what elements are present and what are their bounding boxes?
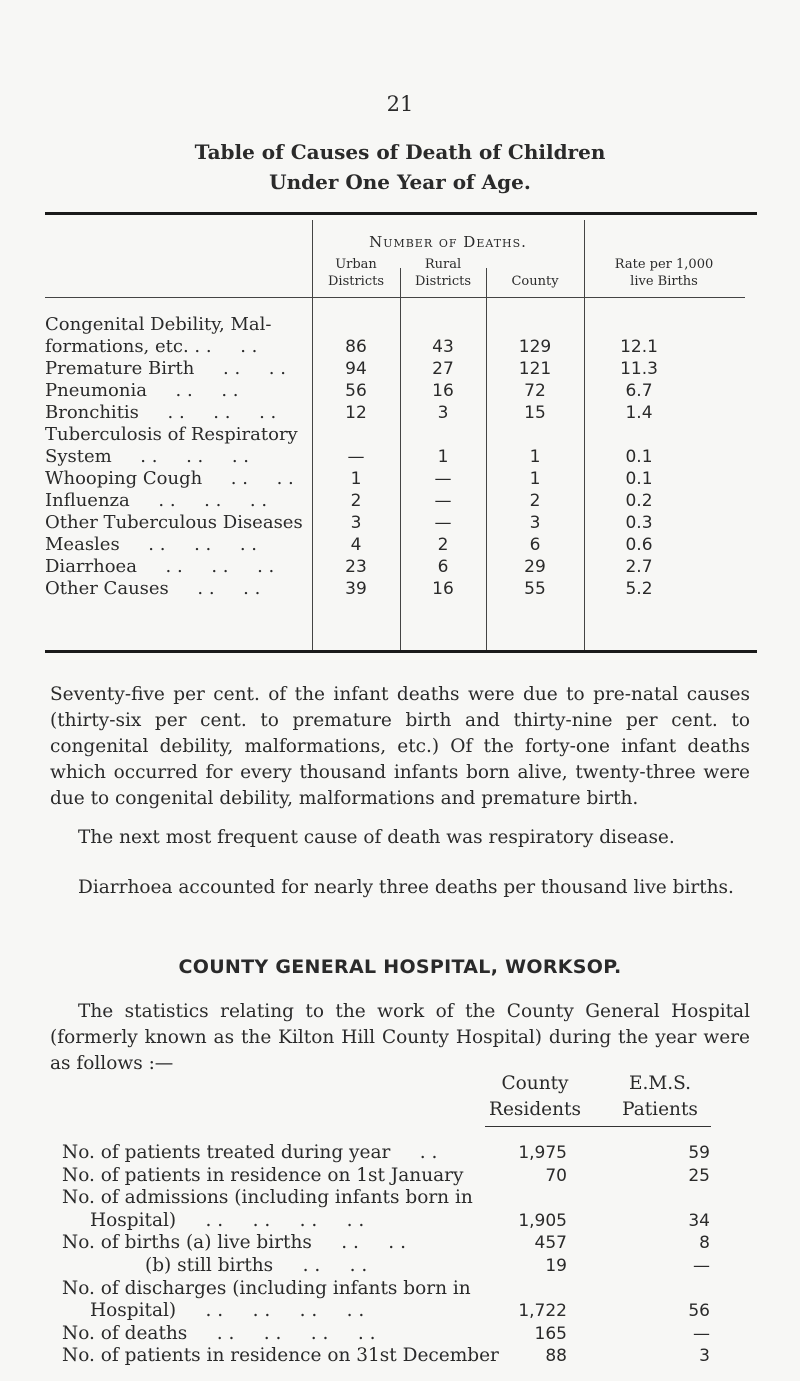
ems-patients-value: 3 (699, 1346, 710, 1367)
rural-value: — (434, 513, 452, 533)
county-residents-value: 1,905 (518, 1210, 567, 1231)
urban-value: 12 (345, 403, 367, 423)
rural-value: 3 (437, 403, 449, 423)
county-residents-value: 1,975 (518, 1143, 567, 1163)
statistic-label: No. of admissions (including infants born in (62, 1187, 473, 1209)
county-value: 129 (518, 337, 552, 357)
ems-patients-value: — (693, 1256, 710, 1276)
cause-label: Measles . . . . . . (45, 534, 258, 555)
table2-header-rule (485, 1126, 711, 1127)
rural-value: — (434, 491, 452, 511)
paragraph-hospital-statistics: The statistics relating to the work of the County General Hospital (formerly known as the Kilton Hill County Hospital) during the year were as follows :— (50, 1001, 750, 1074)
cause-label: Other Tuberculous Diseases (45, 512, 303, 533)
number-of-deaths-header: Number of Deaths. (369, 233, 527, 251)
cause-label: System . . . . . . (45, 446, 250, 467)
county-value: 1 (529, 469, 541, 489)
ems-patients-value: 59 (688, 1143, 710, 1163)
rate-value: 2.7 (625, 557, 653, 577)
hospital-section-heading: COUNTY GENERAL HOSPITAL, WORKSOP. (178, 956, 622, 978)
rural-value: 16 (432, 381, 454, 401)
cause-label: Diarrhoea . . . . . . (45, 556, 275, 577)
statistic-label: (b) still births . . . . (145, 1255, 368, 1276)
statistic-label: No. of patients in residence on 1st January (62, 1164, 464, 1186)
urban-districts-header: Urban Districts (327, 257, 385, 289)
statistic-label: Hospital) . . . . . . . . (90, 1209, 365, 1231)
statistic-label: No. of patients in residence on 31st December (62, 1345, 499, 1367)
ems-patients-value: 25 (688, 1165, 710, 1186)
cause-label: formations, etc. . . . . (45, 336, 258, 357)
cause-label: Premature Birth . . . . (45, 358, 286, 379)
urban-value: 56 (345, 381, 367, 401)
rural-value: 43 (432, 337, 454, 357)
page-number: 21 (386, 92, 414, 116)
county-value: 15 (524, 403, 546, 423)
rate-value: 5.2 (625, 579, 653, 599)
table-title-line-2: Under One Year of Age. (269, 170, 531, 194)
urban-value: 4 (350, 535, 362, 555)
statistic-label: No. of patients treated during year . . (62, 1142, 438, 1163)
rate-value: 6.7 (625, 381, 653, 401)
county-residents-value: 19 (545, 1256, 567, 1276)
county-value: 6 (529, 535, 541, 555)
urban-value: 1 (350, 469, 362, 489)
ems-patients-value: — (693, 1323, 710, 1344)
rural-value: 16 (432, 579, 454, 599)
urban-value: 3 (350, 513, 362, 533)
cause-label: Bronchitis . . . . . . (45, 402, 277, 423)
statistic-label: No. of deaths . . . . . . . . (62, 1322, 376, 1344)
county-residents-value: 165 (534, 1323, 567, 1344)
county-residents-header: County Residents (489, 1073, 581, 1120)
urban-value: 94 (345, 359, 367, 379)
cause-label: Influenza . . . . . . (45, 490, 268, 511)
rate-value: 0.3 (625, 513, 653, 533)
county-residents-value: 457 (534, 1233, 567, 1254)
table-title-line-1: Table of Causes of Death of Children (194, 140, 606, 164)
urban-value: 23 (345, 557, 367, 577)
statistic-label: No. of discharges (including infants born in (62, 1277, 471, 1299)
rate-value: 11.3 (620, 359, 658, 379)
cause-label: Pneumonia . . . . (45, 380, 239, 401)
rural-value: — (434, 469, 452, 489)
urban-value: — (347, 447, 365, 467)
ems-patients-value: 56 (688, 1301, 710, 1322)
county-value: 29 (524, 557, 546, 577)
ems-patients-value: 34 (688, 1210, 710, 1231)
rate-value: 0.1 (625, 447, 653, 467)
county-residents-value: 88 (545, 1346, 567, 1367)
rate-value: 0.1 (625, 469, 653, 489)
county-value: 1 (529, 447, 541, 467)
county-value: 2 (529, 491, 541, 511)
rural-districts-header: Rural Districts (414, 257, 472, 289)
cause-label: Congenital Debility, Mal- (45, 314, 272, 335)
rate-value: 0.6 (625, 535, 653, 555)
county-value: 55 (524, 579, 546, 599)
rural-value: 27 (432, 359, 454, 379)
rate-header: Rate per 1,000 live Births (614, 257, 714, 289)
ems-patients-header: E.M.S. Patients (622, 1073, 698, 1120)
rural-value: 6 (437, 557, 449, 577)
cause-label: Whooping Cough . . . . (45, 468, 294, 489)
county-residents-value: 1,722 (518, 1301, 567, 1322)
urban-value: 39 (345, 579, 367, 599)
county-residents-value: 70 (545, 1165, 567, 1186)
cause-label: Tuberculosis of Respiratory (45, 424, 298, 445)
paragraph-diarrhoea: Diarrhoea accounted for nearly three deaths per thousand live births. (78, 877, 734, 898)
county-header: County (511, 274, 559, 289)
cause-label: Other Causes . . . . (45, 578, 261, 599)
urban-value: 86 (345, 337, 367, 357)
statistic-label: Hospital) . . . . . . . . (90, 1300, 365, 1322)
statistic-label: No. of births (a) live births . . . . (62, 1232, 406, 1254)
paragraph-respiratory: The next most frequent cause of death was respiratory disease. (78, 827, 675, 848)
rural-value: 1 (437, 447, 449, 467)
rate-value: 12.1 (620, 337, 658, 357)
rate-value: 0.2 (625, 491, 653, 511)
rate-value: 1.4 (625, 403, 653, 423)
paragraph-prenatal-causes: Seventy-five per cent. of the infant deaths were due to pre-natal causes (thirty-six per cent. to premature birth and thirty-nine per cent. to congenital debility, malformations, etc.) Of the forty-one infant deaths which occurred for every thousand infants born alive, twenty-three were due to congenital debility, malformations and premature birth. (50, 684, 750, 809)
county-value: 3 (529, 513, 541, 533)
county-value: 72 (524, 381, 546, 401)
county-value: 121 (518, 359, 552, 379)
rural-value: 2 (437, 535, 449, 555)
urban-value: 2 (350, 491, 362, 511)
ems-patients-value: 8 (699, 1233, 710, 1254)
